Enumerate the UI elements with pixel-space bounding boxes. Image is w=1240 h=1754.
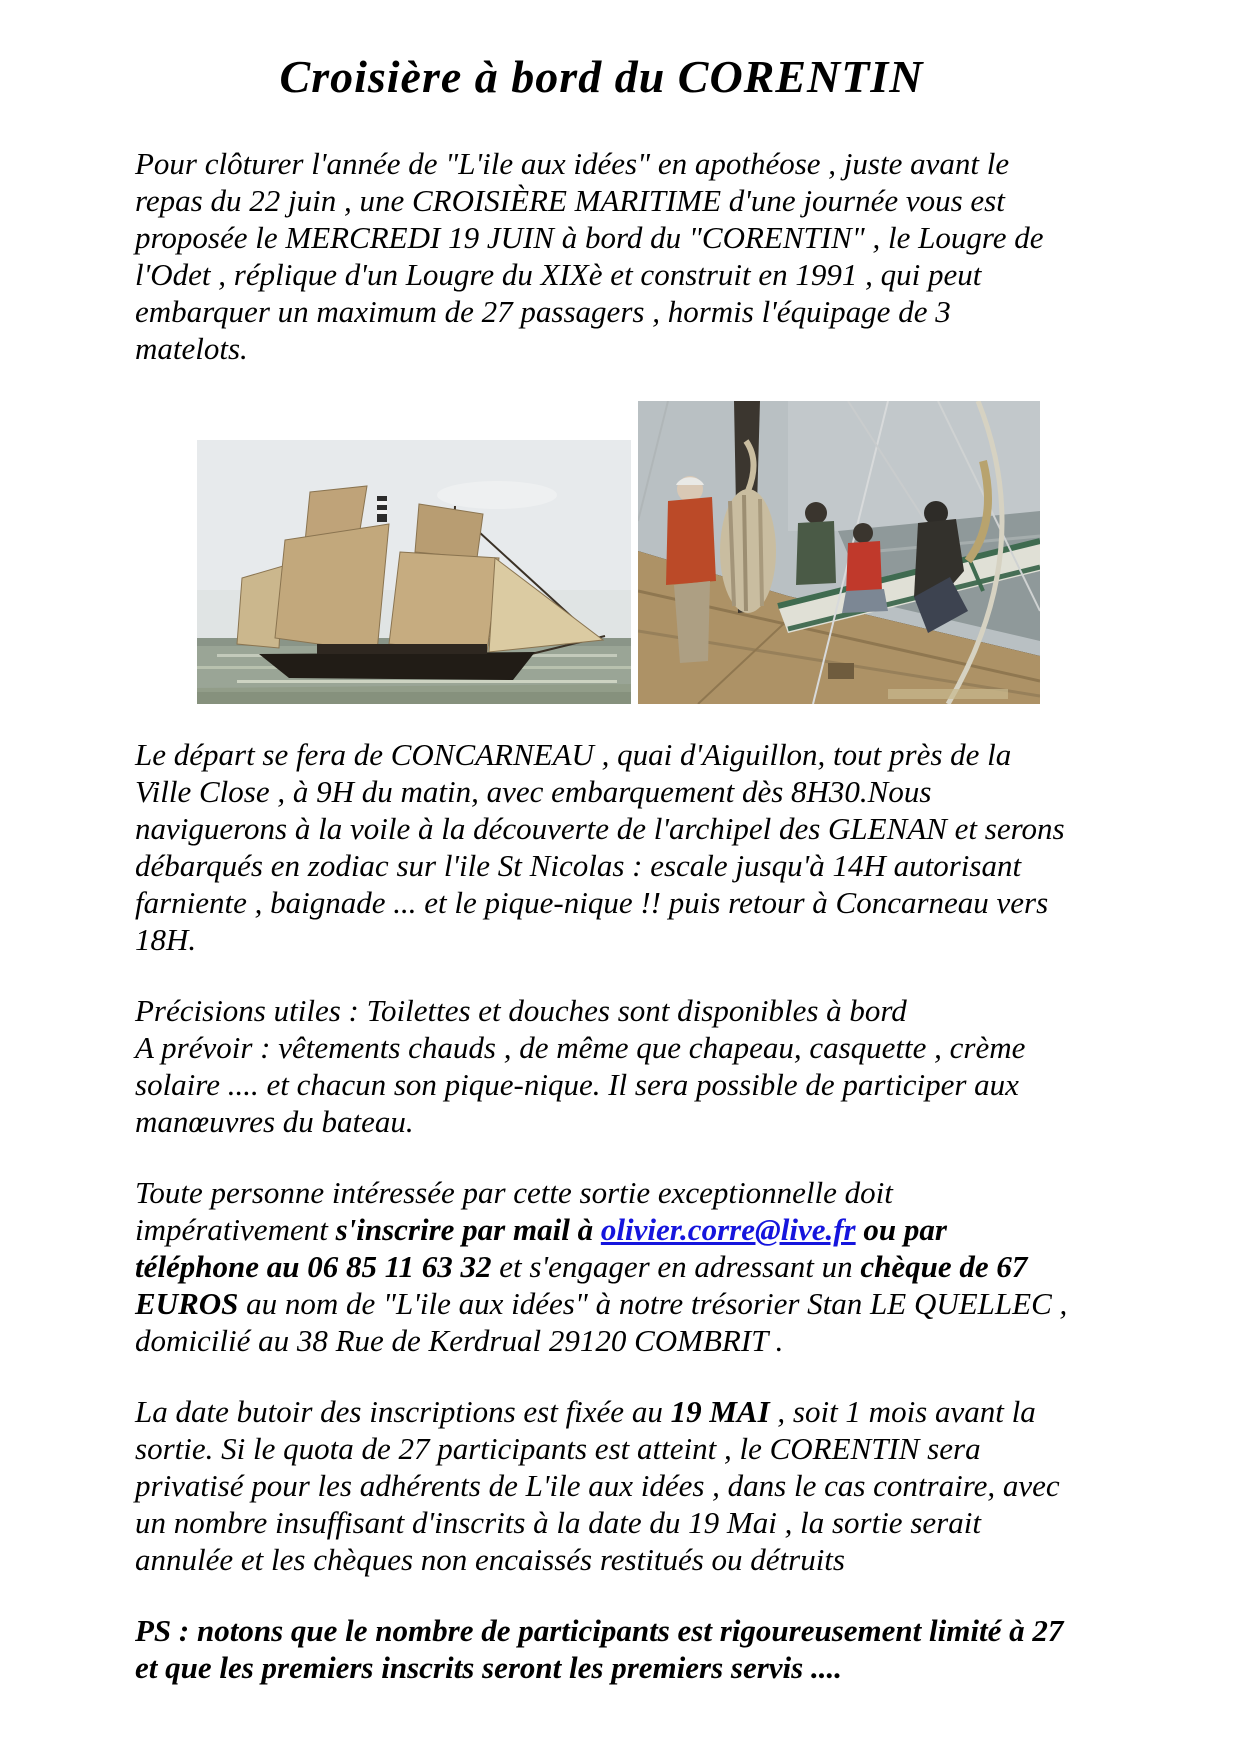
text-segment: Toute personne intéressée par cette sortie exceptionnelle doit impérativement [135,1175,893,1247]
deck-photo [638,401,1040,704]
text-segment: , soit 1 mois avant la sortie. Si le quota de 27 participants est atteint , le CORENTIN sera privatisé pour les adhérents de L'ile aux idées , dans le cas contraire, avec un nombre insuffisant d'inscrits à la date du 19 Mai , la sortie serait annulée et les chèques non encaissés restitués ou détruits [135,1394,1060,1577]
precisions-paragraph [135,992,1068,1140]
text-segment: et s'engager en adressant un [491,1249,861,1284]
text-segment: au nom de "L'ile aux idées" à notre trésorier Stan LE QUELLEC , domicilié au 38 Rue de Kerdrual 29120 COMBRIT . [135,1286,1068,1358]
breton-flag [377,496,387,522]
registration-paragraph [135,1174,1068,1359]
deadline-date: 19 MAI [670,1394,770,1429]
sailboat-photo [197,440,631,704]
email-link[interactable]: olivier.corre@live.fr [600,1212,856,1247]
intro-paragraph: Pour clôturer l'année de "L'ile aux idées" en apothéose , juste avant le repas du 22 juin , une CROISIÈRE MARITIME d'une journée vous est proposée le MERCREDI 19 JUIN à bord du "CORENTIN" , le Lougre de l'Odet , réplique d'un Lougre du XIXè et construit en 1991 , qui peut embarquer un maximum de 27 passagers , hormis l'équipage de 3 matelots. [135,146,1044,366]
text-segment-bold: chèque de 67 EUROS [135,1249,1028,1321]
photo-watermark [888,689,1008,699]
precisions-rest: A prévoir : vêtements chauds , de même que chapeau, casquette , crème solaire .... et chacun son pique-nique. Il sera possible de participer aux manœuvres du bateau. [135,1030,1026,1139]
text-segment-bold: s'inscrire par mail à [335,1212,601,1247]
photo-row [197,401,1068,704]
deadline-paragraph [135,1393,1068,1578]
text-segment-bold: ou par téléphone au 06 85 11 63 32 [135,1212,947,1284]
departure-paragraph: Le départ se fera de CONCARNEAU , quai d'Aiguillon, tout près de la Ville Close , à 9H du matin, avec embarquement dès 8H30.Nous naviguerons à la voile à la découverte de l'archipel des GLENAN et serons débarqués en zodiac sur l'ile St Nicolas : escale jusqu'à 14H autorisant farniente , baignade ... et le pique-nique !! puis retour à Concarneau vers 18H. [135,737,1065,957]
page-title: Croisière à bord du CORENTIN [279,51,924,102]
text-segment: La date butoir des inscriptions est fixée au [135,1394,671,1429]
ps-paragraph: PS : notons que le nombre de participants est rigoureusement limité à 27 et que les premiers inscrits seront les premiers servis .... [135,1613,1064,1685]
precisions-line1: Précisions utiles : Toilettes et douches sont disponibles à bord [135,993,907,1028]
